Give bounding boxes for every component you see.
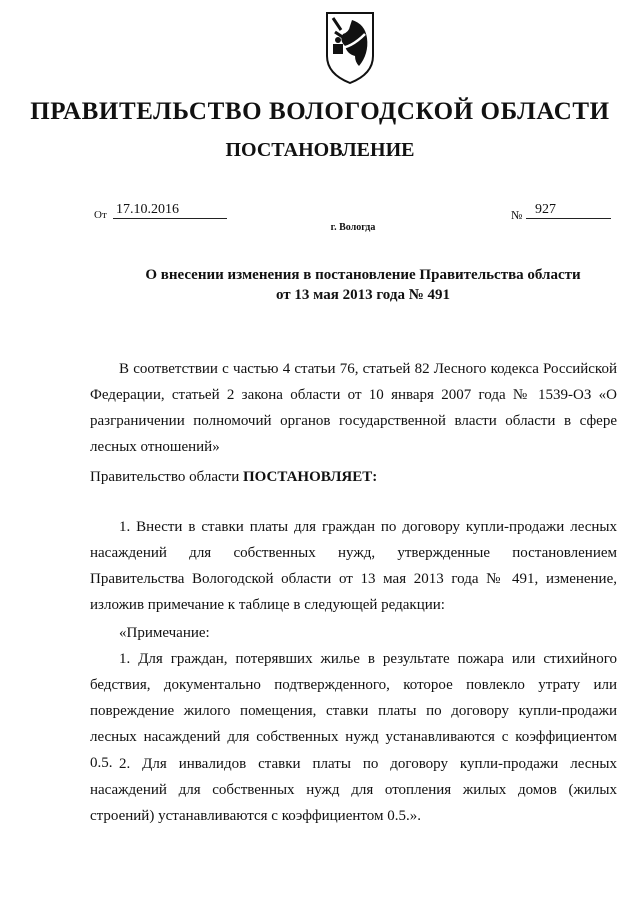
date-prefix: От: [94, 209, 107, 221]
document-date: 17.10.2016: [113, 202, 227, 219]
subject-line-1: О внесении изменения в постановление Правительства области: [145, 267, 581, 283]
preamble-paragraph: В соответствии с частью 4 статьи 76, статьей 82 Лесного кодекса Российской Федерации, статьей 2 закона области от 10 января 2007 года № 1539-ОЗ «О разграничении полномочий органов государственной власти области в сфере лесных отношений»: [90, 361, 617, 455]
resolves-line: [90, 464, 617, 490]
document-subject: [0, 265, 640, 305]
government-title: ПРАВИТЕЛЬСТВО ВОЛОГОДСКОЙ ОБЛАСТИ: [30, 98, 610, 125]
resolves-keyword: ПОСТАНОВЛЯЕТ:: [242, 469, 378, 485]
document-number: 927: [526, 202, 611, 219]
city-label: г. Вологда: [330, 222, 376, 233]
note-label: «Примечание:: [119, 625, 210, 641]
coat-of-arms-emblem: [325, 10, 375, 86]
document-type: ПОСТАНОВЛЕНИЕ: [225, 139, 415, 161]
number-prefix: №: [511, 208, 523, 222]
note-1-paragraph: 1. Для граждан, потерявших жилье в результате пожара или стихийного бедствия, документально подтвержденного, которое повлекло утрату или повреждение жилого помещения, ставки платы по договору купли-продажи лесных насаждений для собственных нужд устанавливаются с коэффициентом 0.5.: [90, 651, 617, 771]
item-1-paragraph: 1. Внести в ставки платы для граждан по договору купли-продажи лесных насаждений для собственных нужд, утвержденные постановлением Правительства Вологодской области от 13 мая 2013 года № 491, изменение, изложив примечание к таблице в следующей редакции:: [90, 519, 617, 613]
note-2-paragraph: 2. Для инвалидов ставки платы по договору купли-продажи лесных насаждений для собственных нужд для отопления жилых домов (жилых строений) устанавливаются с коэффициентом 0.5.».: [90, 756, 617, 824]
resolves-prefix: Правительство области: [90, 469, 240, 485]
subject-line-2: от 13 мая 2013 года № 491: [275, 287, 451, 303]
